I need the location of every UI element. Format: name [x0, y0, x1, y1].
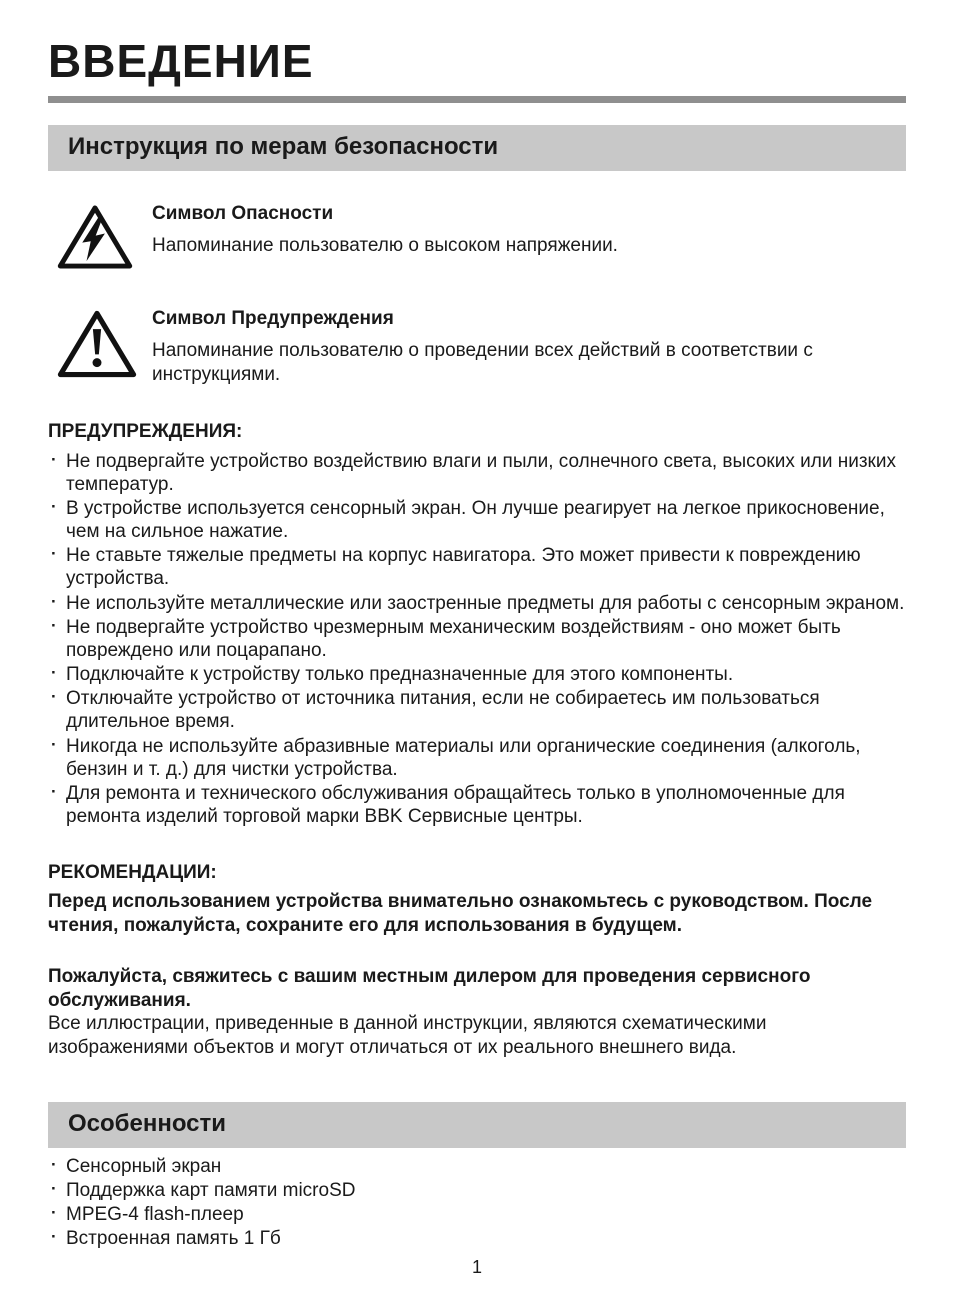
warning-symbol-texts	[152, 306, 892, 387]
list-item	[48, 616, 906, 662]
list-item	[48, 1203, 906, 1226]
service-dealer-text: Пожалуйста, свяжитесь с вашим местным дилером для проведения сервисного обслуживания.	[48, 966, 811, 1011]
list-item	[48, 592, 906, 615]
list-item	[48, 497, 906, 543]
warning-text: Не ставьте тяжелые предметы на корпус навигатора. Это может привести к повреждению устройства.	[66, 545, 861, 590]
list-item	[48, 687, 906, 733]
page-title: ВВЕДЕНИЕ	[48, 35, 314, 87]
warnings-heading: ПРЕДУПРЕЖДЕНИЯ:	[48, 420, 243, 442]
exclamation-triangle-icon	[56, 306, 152, 385]
high-voltage-triangle-icon	[56, 201, 152, 276]
safety-section	[48, 125, 906, 1060]
warning-text: Не используйте металлические или заостренные предметы для работы с сенсорным экраном.	[66, 592, 905, 614]
danger-symbol-title: Символ Опасности	[152, 203, 334, 224]
list-item	[48, 450, 906, 496]
feature-text: Сенсорный экран	[66, 1155, 222, 1177]
list-item	[48, 1227, 906, 1250]
list-item	[48, 782, 906, 828]
danger-symbol-row	[48, 201, 906, 276]
warning-text: Отключайте устройство от источника питания, если не собираетесь им пользоваться длительное время.	[66, 688, 820, 733]
bullet-icon	[48, 1155, 66, 1178]
bullet-icon	[48, 735, 66, 781]
feature-text: Поддержка карт памяти microSD	[66, 1179, 356, 1201]
features-section	[48, 1102, 906, 1251]
feature-text: Встроенная память 1 Гб	[66, 1228, 281, 1250]
warning-text: Подключайте к устройству только предназначенные для этого компоненты.	[66, 664, 734, 686]
bullet-icon	[48, 687, 66, 733]
warning-symbol-title: Символ Предупреждения	[152, 308, 394, 329]
warning-symbol-description: Напоминание пользователю о проведении всех действий в соответствии с инструкциями.	[152, 340, 813, 385]
safety-section-header: Инструкция по мерам безопасности	[48, 125, 906, 171]
warning-text: Для ремонта и технического обслуживания обращайтесь только в уполномоченные для ремонта изделий торговой марки BBK Сервисные центры.	[66, 782, 845, 828]
bullet-icon	[48, 592, 66, 615]
list-item	[48, 735, 906, 781]
list-item	[48, 663, 906, 686]
bullet-icon	[48, 544, 66, 590]
bullet-icon	[48, 497, 66, 543]
danger-symbol-texts	[152, 201, 618, 258]
bullet-icon	[48, 1179, 66, 1202]
recommendations-heading: РЕКОМЕНДАЦИИ:	[48, 862, 217, 884]
title-divider	[48, 96, 906, 103]
bullet-icon	[48, 663, 66, 686]
illustrations-note: Все иллюстрации, приведенные в данной инструкции, являются схематическими изображениями объектов и могут отличаться от их реального внешнего вида.	[48, 1013, 767, 1058]
list-item	[48, 1179, 906, 1202]
feature-text: MPEG-4 flash-плеер	[66, 1203, 244, 1225]
warning-text: Никогда не используйте абразивные материалы или органические соединения (алкоголь, бензин и т. д.) для чистки устройства.	[66, 735, 861, 780]
page-number: 1	[471, 1257, 482, 1277]
warnings-list	[48, 450, 906, 829]
list-item	[48, 1155, 906, 1178]
recommendations-text: Перед использованием устройства внимательно ознакомьтесь с руководством. После чтения, пожалуйста, сохраните его для использования в будущем.	[48, 891, 873, 936]
bullet-icon	[48, 1203, 66, 1226]
danger-symbol-description: Напоминание пользователю о высоком напряжении.	[152, 235, 618, 256]
warning-symbol-row	[48, 306, 906, 387]
features-list	[48, 1155, 906, 1251]
warning-text: Не подвергайте устройство воздействию влаги и пыли, солнечного света, высоких или низких температур.	[66, 450, 896, 495]
list-item	[48, 544, 906, 590]
bullet-icon	[48, 1227, 66, 1250]
warning-text: Не подвергайте устройство чрезмерным механическим воздействиям - оно может быть повреждено или поцарапано.	[66, 616, 841, 661]
bullet-icon	[48, 782, 66, 828]
bullet-icon	[48, 450, 66, 496]
warning-text: В устройстве используется сенсорный экран. Он лучше реагирует на легкое прикосновение, чем на сильное нажатие.	[66, 497, 885, 543]
bullet-icon	[48, 616, 66, 662]
features-section-header: Особенности	[48, 1102, 906, 1148]
